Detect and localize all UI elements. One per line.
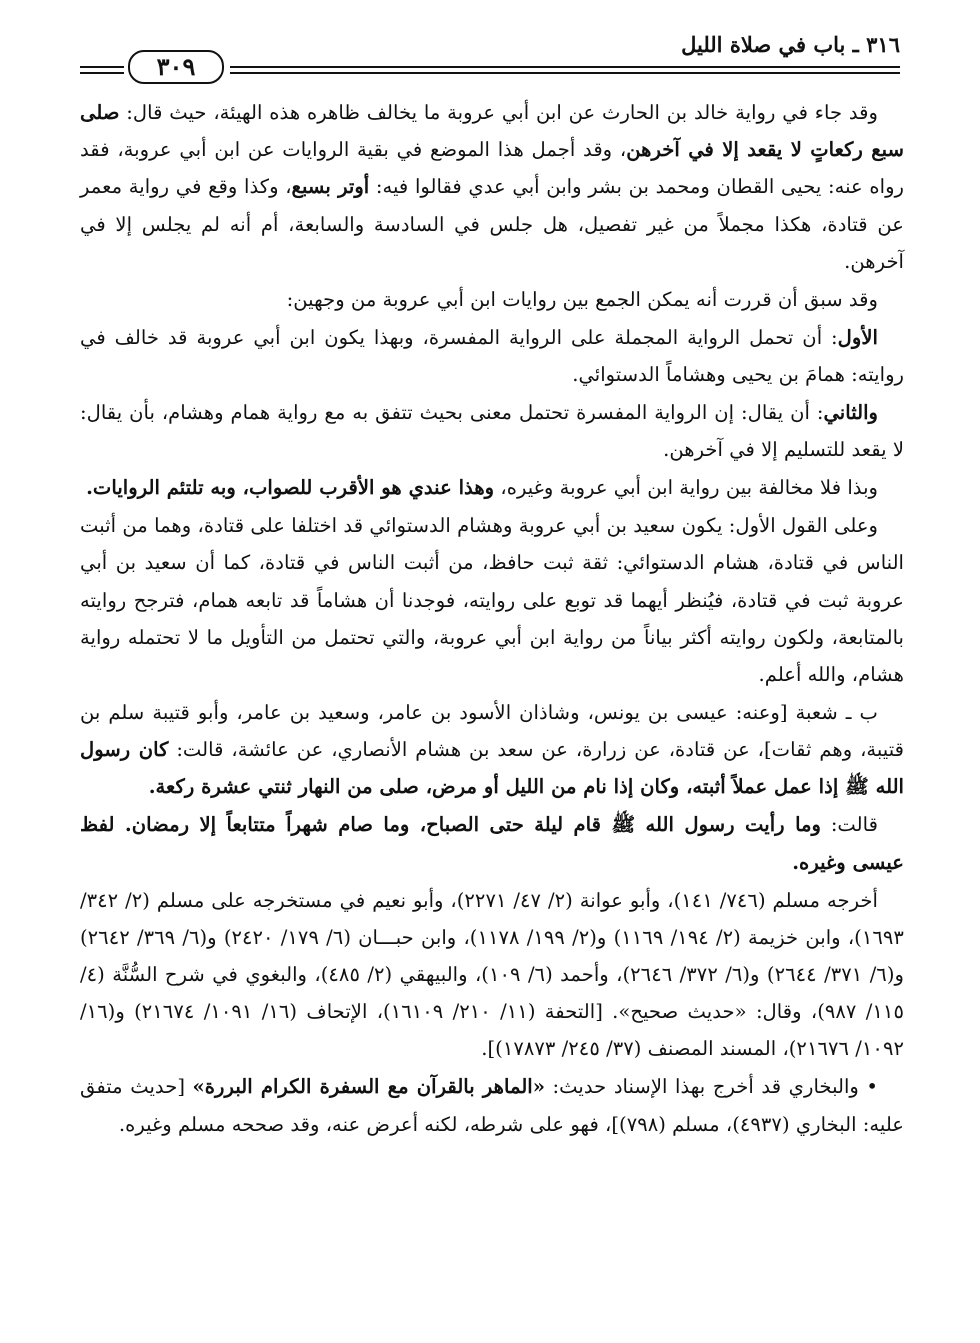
paragraph: [80, 694, 904, 806]
main-text: [80, 94, 904, 1143]
bold-text-segment: والثاني: [823, 401, 878, 425]
bold-text-segment: كان رسول الله ﷺ إذا عمل عملاً أثبته، وكان إذا نام من الليل أو مرض، صلى من النهار ثنتي عشرة ركعة.: [80, 738, 904, 799]
running-head: ٣١٦ ـ باب في صلاة الليل: [681, 32, 900, 57]
bold-text-segment: «الماهر بالقرآن مع السفرة الكرام البررة»: [192, 1075, 545, 1099]
page-header: [80, 30, 904, 94]
bold-text-segment: وما رأيت رسول الله ﷺ قام ليلة حتى الصباح، وما صام شهراً متتابعاً إلا رمضان. لفظ عيسى وغيره.: [80, 813, 904, 874]
bold-text-segment: وهذا عندي هو الأقرب للصواب، وبه تلتئم الروايات.: [86, 476, 495, 500]
bold-text-segment: أوتر بسبع: [291, 175, 370, 199]
paragraph: [80, 1068, 904, 1142]
bold-text-segment: صلى سبع ركعاتٍ لا يقعد إلا في آخرهن: [80, 101, 904, 162]
text-segment: وقد سبق أن قررت أنه يمكن الجمع بين روايات ابن أبي عروبة من وجهين:: [286, 287, 878, 311]
paragraph: [80, 507, 904, 693]
header-rule-short: [80, 66, 124, 74]
text-segment: أخرجه مسلم (٧٤٦/ ١٤١)، وأبو عوانة (٢/ ٤٧/ ٢٢٧١)، وأبو نعيم في مستخرجه على مسلم (٢/ ٣٤٢/ ١٦٩٣)، وابن خزيمة (٢/ ١٩٤/ ١١٦٩) و(٢/ ١٩٩/ ١١٧٨)، وابن حبـــان (٦/ ١٧٩/ ٢٤٢٠) و(٦/ ٣٦٩/ ٢٦٤٢) و(٦/ ٣٧١/ ٢٦٤٤) و(٦/ ٣٧٢/ ٢٦٤٦)، وأحمد (٦/ ١٠٩)، والبيهقي (٢/ ٤٨٥)، والبغوي في شرح السُّنَّة (٤/ ١١٥/ ٩٨٧)، وقال: «حديث صحيح». [التحفة (١١/ ٢١٠/ ١٦١٠٩)، الإتحاف (١٦/ ١٠٩١/ ٢١٦٧٤) و(١٦/ ١٠٩٢/ ٢١٦٧٦)، المسند المصنف (٣٧/ ٢٤٥/ ١٧٨٧٣)].: [80, 888, 904, 1061]
text-segment: وقد جاء في رواية خالد بن الحارث عن ابن أبي عروبة ما يخالف ظاهره هذه الهيئة، حيث قال:: [119, 101, 878, 124]
text-segment: وعلى القول الأول: يكون سعيد بن أبي عروبة وهشام الدستوائي قد اختلفا على قتادة، وهما من أثبت الناس في قتادة، هشام الدستوائي: ثقة ثبت حافظ، من أثبت الناس في قتادة، كما أن سعيد بن أبي عروبة ثبت في قتادة، فيُنظر أيهما قد توبع على روايته، فوجدنا أن هشاماً قد تابعه همام، فترجح روايته بالمتابعة، ولكون روايته أكثر بياناً من رواية ابن أبي عروبة، والتي تحتمل من التأويل ما لا تحتمله رواية هشام، والله أعلم.: [80, 514, 904, 687]
text-segment: قالت:: [821, 813, 878, 837]
text-segment: وبذا فلا مخالفة بين رواية ابن أبي عروبة وغيره،: [494, 476, 878, 500]
text-segment: ، وقد أجمل هذا الموضع في بقية الروايات عن ابن أبي عروبة، فقد رواه عنه: يحيى القطان ومحمد بن بشر وابن أبي عدي فقالوا فيه:: [80, 138, 904, 199]
text-segment: • والبخاري قد أخرج بهذا الإسناد حديث:: [544, 1075, 878, 1099]
paragraph: [80, 319, 904, 393]
paragraph: [80, 394, 904, 468]
paragraph: [80, 281, 904, 318]
paragraph: [80, 806, 904, 880]
text-segment: ب ـ شعبة [وعنه: عيسى بن يونس، وشاذان الأسود بن عامر، وسعيد بن عامر، وأبو قتيبة سلم بن قتيبة، وهم ثقات]، عن قتادة، عن زرارة، عن سعد بن هشام الأنصاري، عن عائشة، قالت:: [80, 701, 904, 762]
paragraph: [80, 94, 904, 280]
bold-text-segment: الأول: [837, 325, 878, 349]
paragraph: [80, 882, 904, 1068]
page-number: ٣٠٩: [128, 50, 224, 84]
text-segment: : أن يقال: إن الرواية المفسرة تحتمل معنى بحيث تتفق به مع رواية همام وهشام، بأن يقال: لا يقعد للتسليم إلا في آخرهن.: [80, 401, 904, 462]
text-segment: : أن تحمل الرواية المجملة على الرواية المفسرة، وبهذا يكون ابن أبي عروبة قد خالف في روايته: همامَ بن يحيى وهشاماً الدستوائي.: [80, 325, 904, 387]
text-segment: [حديث متفق عليه: البخاري (٤٩٣٧)، مسلم (٧٩٨)]، فهو على شرطه، لكنه أعرض عنه، وقد صححه مسلم وغيره.: [80, 1075, 904, 1136]
paragraph: [80, 469, 904, 506]
header-rule: [230, 66, 900, 74]
book-page: [80, 30, 904, 1320]
text-segment: ، وكذا وقع في رواية معمر عن قتادة، هكذا مجملاً من غير تفصيل، هل جلس في السادسة والسابعة، أم أنه لم يجلس إلا في آخرهن.: [80, 175, 904, 273]
